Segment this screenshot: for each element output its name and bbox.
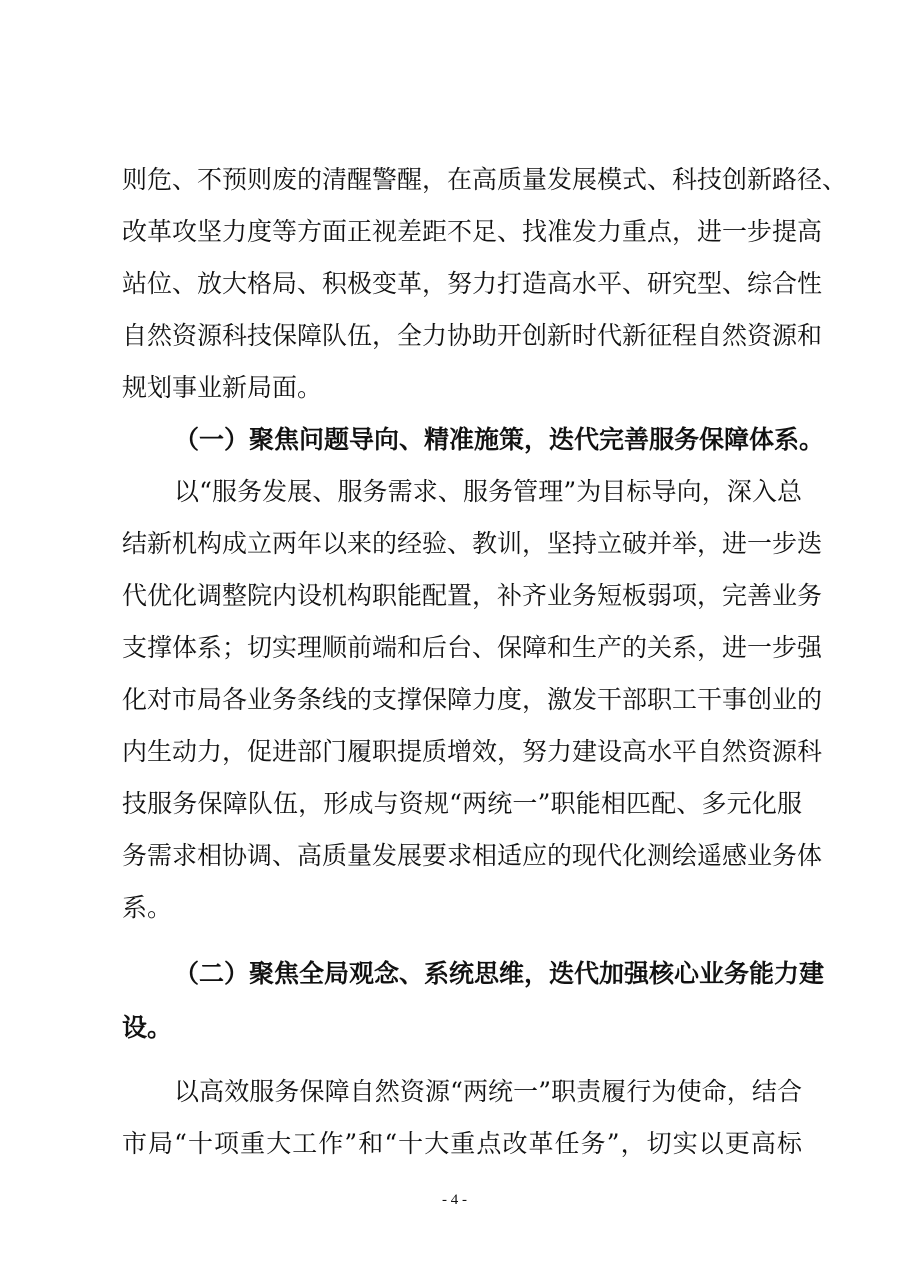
text-line: 代优化调整院内设机构职能配置，补齐业务短板弱项，完善业务 [122,581,823,610]
text-line: 以“服务发展、服务需求、服务管理”为目标导向，深入总 [174,477,802,506]
text-line: 化对市局各业务条线的支撑保障力度，激发干部职工干事创业的 [122,685,823,714]
text-line: 内生动力，促进部门履职提质增效，努力建设高水平自然资源科 [122,737,823,766]
text-line: 务需求相协调、高质量发展要求相适应的现代化测绘遥感业务体 [122,841,823,870]
section-heading-1: （一）聚焦问题导向、精准施策，迭代完善服务保障体系。 [174,425,825,454]
text-line: 站位、放大格局、积极变革，努力打造高水平、研究型、综合性 [122,269,823,298]
heading-line: （二）聚焦全局观念、系统思维，迭代加强核心业务能力建 [174,959,825,988]
text-line: 系。 [122,893,173,922]
text-line: 市局“十项重大工作”和“十大重点改革任务”，切实以更高标 [122,1129,802,1158]
text-line: 支撑体系；切实理顺前端和后台、保障和生产的关系，进一步强 [122,633,823,662]
text-line: 结新机构成立两年以来的经验、教训，坚持立破并举，进一步迭 [122,529,823,558]
text-line: 改革攻坚力度等方面正视差距不足、找准发力重点，进一步提高 [122,217,823,246]
page-number: - 4 - [442,1192,467,1208]
text-line: 以高效服务保障自然资源“两统一”职责履行为使命，结合 [174,1077,802,1106]
text-line: 规划事业新局面。 [122,373,323,402]
text-line: 技服务保障队伍，形成与资规“两统一”职能相匹配、多元化服 [122,789,802,818]
heading-line: 设。 [122,1013,173,1042]
text-line: 则危、不预则废的清醒警醒，在高质量发展模式、科技创新路径、 [122,165,848,194]
text-line: 自然资源科技保障队伍，全力协助开创新时代新征程自然资源和 [122,321,823,350]
